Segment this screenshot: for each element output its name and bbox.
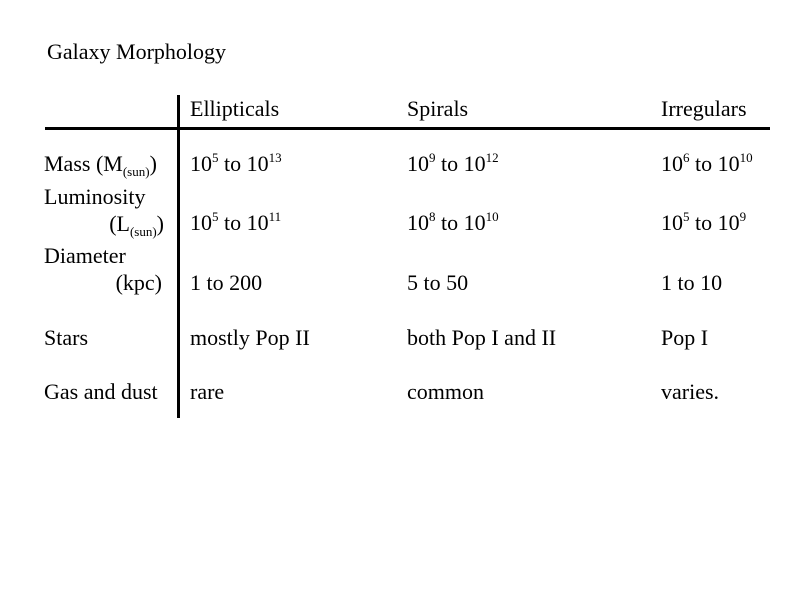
separator: to: [218, 151, 247, 176]
row-label-stars: Stars: [44, 325, 88, 350]
row-label-mass-subscript: (sun): [122, 164, 150, 179]
base: 10: [407, 210, 429, 235]
base: 10: [246, 151, 269, 176]
separator: to: [435, 151, 464, 176]
row-label-luminosity-unit-text: (L: [109, 211, 130, 236]
exponent: 13: [268, 150, 282, 165]
separator: to: [689, 210, 718, 235]
exponent: 11: [268, 209, 282, 224]
exponent: 6: [683, 150, 690, 165]
cell-gas-spirals: common: [407, 379, 484, 404]
header-divider: [45, 127, 770, 130]
column-header-spirals: Spirals: [407, 96, 469, 121]
cell-gas-ellipticals: rare: [190, 379, 225, 404]
base: 10: [717, 210, 740, 235]
base: 10: [190, 151, 212, 176]
base: 10: [717, 151, 740, 176]
exponent: 5: [212, 209, 219, 224]
row-label-luminosity-subscript: (sun): [129, 224, 157, 239]
exponent: 10: [739, 150, 753, 165]
row-label-mass-close: ): [149, 151, 157, 176]
exponent: 12: [485, 150, 499, 165]
column-header-irregulars: Irregulars: [661, 96, 747, 121]
separator: to: [689, 151, 718, 176]
exponent: 10: [485, 209, 499, 224]
cell-mass-spirals: [407, 150, 499, 178]
cell-luminosity-ellipticals: [190, 209, 281, 237]
row-label-diameter-unit: (kpc): [115, 270, 162, 295]
row-label-luminosity-unit: [109, 210, 164, 238]
separator: to: [435, 210, 464, 235]
exponent: 5: [683, 209, 690, 224]
column-header-ellipticals: Ellipticals: [190, 96, 280, 121]
row-label-mass-text: Mass (M: [44, 151, 123, 176]
row-label-gas-and-dust: Gas and dust: [44, 379, 158, 404]
base: 10: [407, 151, 429, 176]
base: 10: [463, 151, 486, 176]
row-label-mass: [44, 150, 157, 178]
exponent: 9: [429, 150, 436, 165]
cell-luminosity-irregulars: [661, 209, 746, 237]
cell-mass-irregulars: [661, 150, 753, 178]
page-title: Galaxy Morphology: [47, 39, 227, 64]
base: 10: [661, 210, 683, 235]
cell-stars-irregulars: Pop I: [661, 325, 709, 350]
base: 10: [190, 210, 212, 235]
row-label-luminosity-close: ): [156, 211, 164, 236]
row-label-diameter: Diameter: [44, 243, 126, 268]
cell-luminosity-spirals: [407, 209, 499, 237]
base: 10: [246, 210, 269, 235]
exponent: 9: [739, 209, 747, 224]
column-divider: [177, 95, 180, 418]
cell-mass-ellipticals: [190, 150, 282, 178]
cell-stars-ellipticals: mostly Pop II: [190, 325, 310, 350]
cell-diameter-irregulars: 1 to 10: [661, 270, 723, 295]
exponent: 8: [429, 209, 436, 224]
cell-diameter-spirals: 5 to 50: [407, 270, 469, 295]
base: 10: [661, 151, 683, 176]
cell-gas-irregulars: varies.: [661, 379, 720, 404]
row-label-luminosity: Luminosity: [44, 184, 146, 209]
cell-stars-spirals: both Pop I and II: [407, 325, 557, 350]
base: 10: [463, 210, 486, 235]
separator: to: [218, 210, 247, 235]
exponent: 5: [212, 150, 219, 165]
cell-diameter-ellipticals: 1 to 200: [190, 270, 263, 295]
